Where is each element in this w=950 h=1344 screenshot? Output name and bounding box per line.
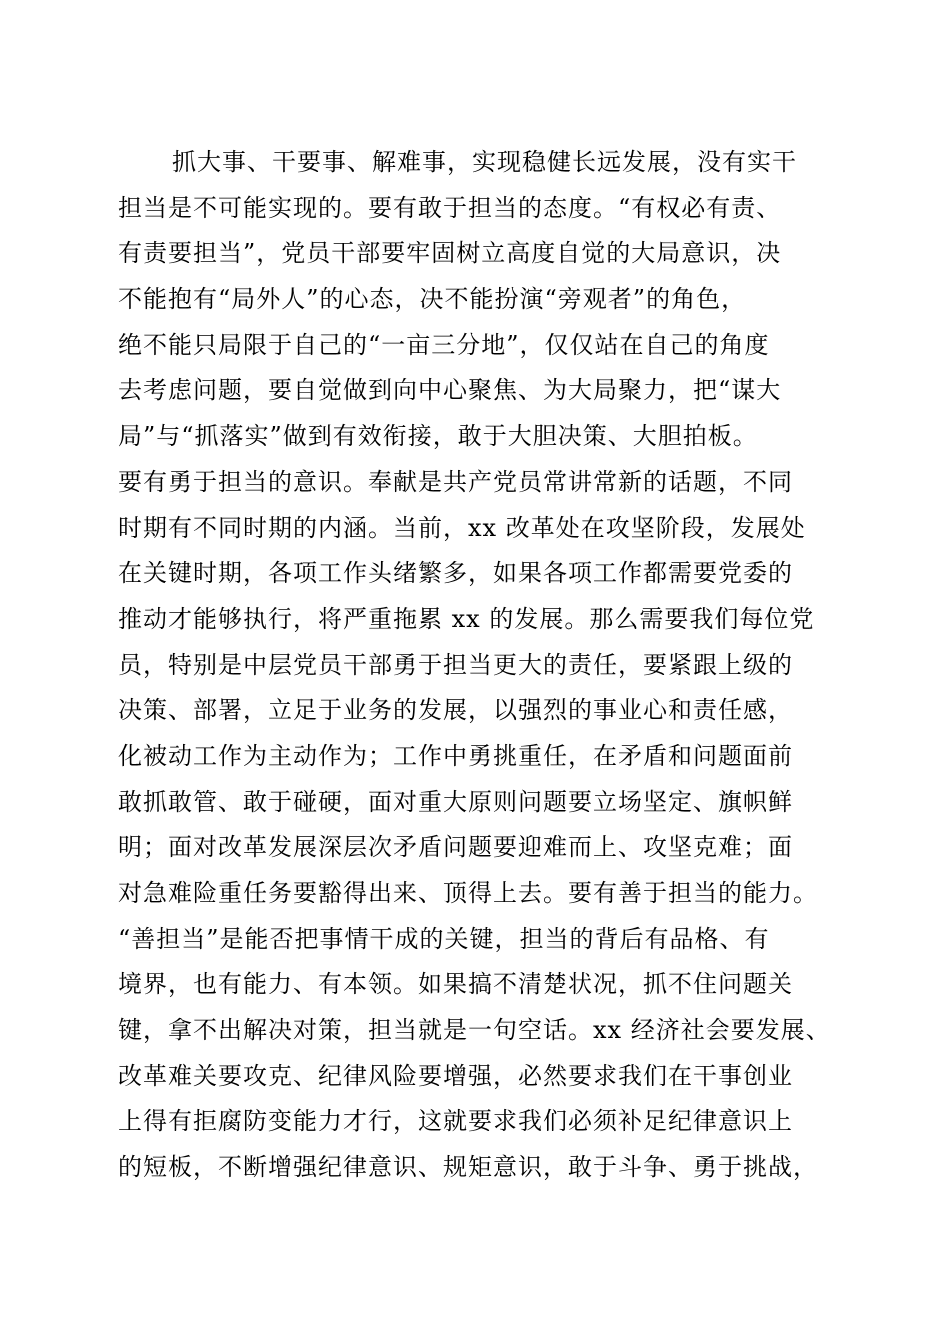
text-line-16: 明；面对改革发展深层次矛盾问题要迎难而上、攻坚克难；面	[118, 833, 793, 862]
text-line-11: 推动才能够执行，将严重拖累 xx 的发展。那么需要我们每位党	[118, 604, 815, 633]
text-line-10: 在关键时期，各项工作头绪繁多，如果各项工作都需要党委的	[118, 559, 793, 588]
text-line-22: 上得有拒腐防变能力才行，这就要求我们必须补足纪律意识上	[118, 1107, 793, 1136]
text-line-7: 局”与“抓落实”做到有效衔接，敢于大胆决策、大胆拍板。	[118, 422, 758, 451]
text-line-6: 去考虑问题，要自觉做到向中心聚焦、为大局聚力，把“谋大	[118, 376, 782, 405]
text-line-19: 境界，也有能力、有本领。如果搞不清楚状况，抓不住问题关	[118, 970, 793, 999]
text-line-1: 抓大事、干要事、解难事，实现稳健长远发展，没有实干	[172, 148, 797, 176]
text-line-23: 的短板，不断增强纪律意识、规矩意识，敢于斗争、勇于挑战，	[118, 1153, 818, 1182]
body-paragraph	[118, 140, 858, 1191]
text-line-21: 改革难关要攻克、纪律风险要增强，必然要求我们在干事创业	[118, 1061, 793, 1090]
text-line-17: 对急难险重任务要豁得出来、顶得上去。要有善于担当的能力。	[118, 879, 818, 907]
text-line-13: 决策、部署，立足于业务的发展，以强烈的事业心和责任感，	[118, 696, 793, 725]
text-line-20: 键，拿不出解决对策，担当就是一句空话。xx 经济社会要发展、	[118, 1016, 831, 1045]
text-line-12: 员，特别是中层党员干部勇于担当更大的责任，要紧跟上级的	[118, 650, 793, 679]
text-line-9: 时期有不同时期的内涵。当前，xx 改革处在攻坚阶段，发展处	[118, 513, 806, 542]
text-line-5: 绝不能只局限于自己的“一亩三分地”，仅仅站在自己的角度	[118, 330, 770, 359]
text-line-18: “善担当”是能否把事情干成的关键，担当的背后有品格、有	[118, 924, 770, 953]
text-line-4: 不能抱有“局外人”的心态，决不能扮演“旁观者”的角色，	[118, 285, 747, 314]
text-line-8: 要有勇于担当的意识。奉献是共产党员常讲常新的话题，不同	[118, 467, 793, 496]
text-line-15: 敢抓敢管、敢于碰硬，面对重大原则问题要立场坚定、旗帜鲜	[118, 787, 793, 816]
text-line-2: 担当是不可能实现的。要有敢于担当的态度。“有权必有责、	[118, 193, 782, 222]
text-line-14: 化被动工作为主动作为；工作中勇挑重任，在矛盾和问题面前	[118, 741, 793, 770]
text-line-3: 有责要担当”，党员干部要牢固树立高度自觉的大局意识，决	[118, 239, 782, 268]
